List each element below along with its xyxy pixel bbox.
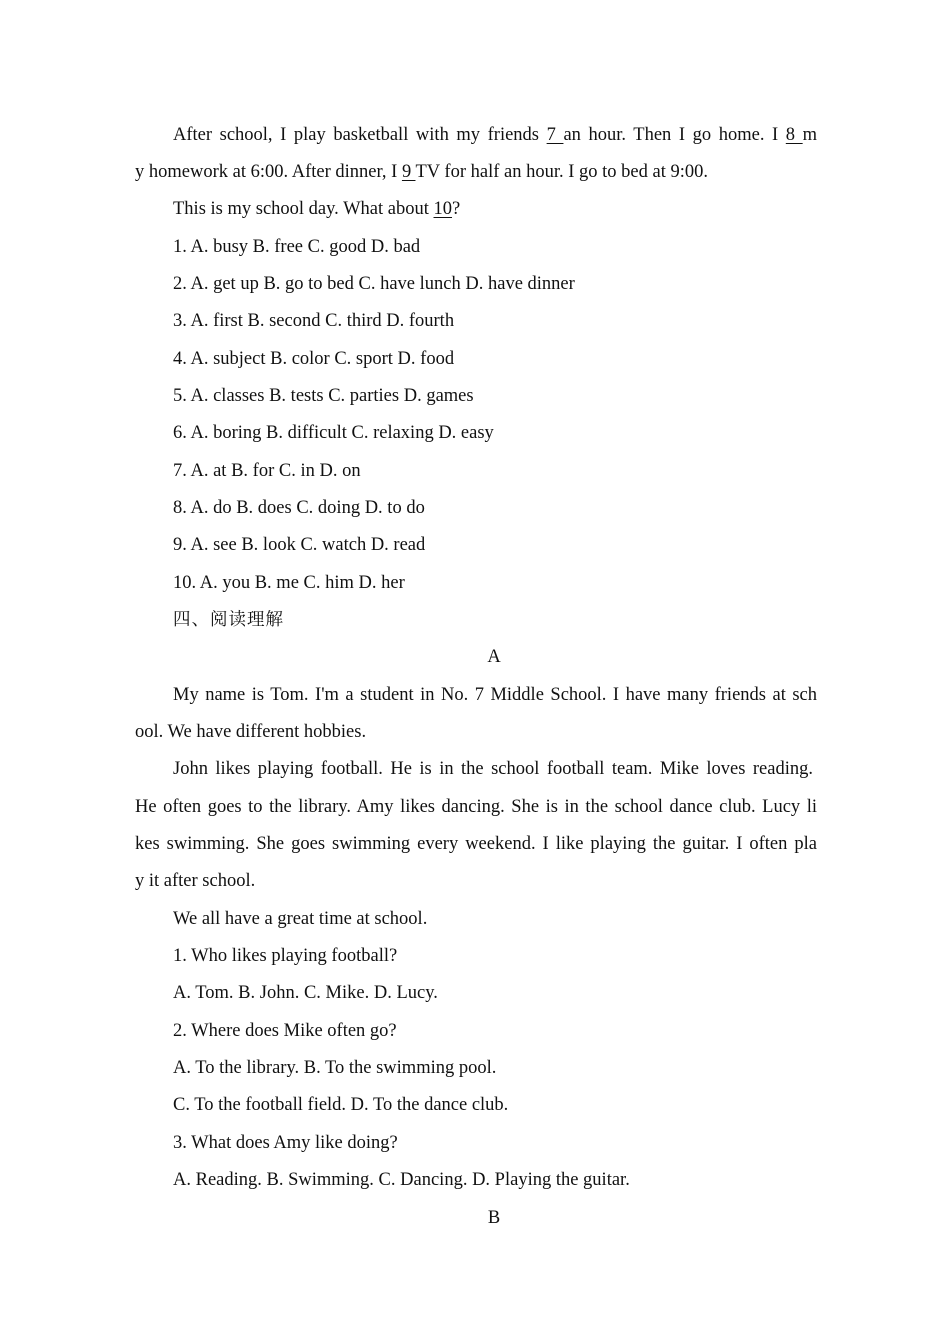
passage-a-line-4: He often goes to the library. Amy likes dancing. She is in the school dance club. Lucy li xyxy=(135,797,817,817)
question-3: 3. What does Amy like doing? xyxy=(173,1133,398,1153)
question-1: 1. Who likes playing football? xyxy=(173,946,398,966)
blank-9: 9 xyxy=(401,162,416,182)
passage-a-line-2: ool. We have different hobbies. xyxy=(135,722,367,742)
cloze-option-4: 4. A. subject B. color C. sport D. food xyxy=(173,349,455,369)
blank-10: 10 xyxy=(433,199,453,219)
cloze-line-2 xyxy=(135,161,708,183)
section-heading: 四、阅读理解 xyxy=(173,610,284,630)
question-2-options-b: C. To the football field. D. To the dance club. xyxy=(173,1095,509,1115)
passage-a-line-6: y it after school. xyxy=(135,871,256,891)
cloze-option-5: 5. A. classes B. tests C. parties D. games xyxy=(173,386,474,406)
cloze-option-2: 2. A. get up B. go to bed C. have lunch D. have dinner xyxy=(173,274,575,294)
blank-7: 7 xyxy=(546,125,564,145)
cloze-text: m xyxy=(802,125,818,145)
blank-8: 8 xyxy=(785,125,803,145)
cloze-text: TV for half an hour. I go to bed at 9:00. xyxy=(415,162,708,182)
cloze-option-7: 7. A. at B. for C. in D. on xyxy=(173,461,361,481)
question-2-options-a: A. To the library. B. To the swimming pool. xyxy=(173,1058,497,1078)
cloze-option-1: 1. A. busy B. free C. good D. bad xyxy=(173,237,421,257)
passage-b-label: B xyxy=(487,1208,501,1228)
cloze-option-10: 10. A. you B. me C. him D. her xyxy=(173,573,405,593)
cloze-option-8: 8. A. do B. does C. doing D. to do xyxy=(173,498,425,518)
passage-a-line-5: kes swimming. She goes swimming every weekend. I like playing the guitar. I often pla xyxy=(135,834,817,854)
cloze-option-6: 6. A. boring B. difficult C. relaxing D. easy xyxy=(173,423,494,443)
cloze-text: an hour. Then I go home. I xyxy=(563,125,786,145)
question-3-options: A. Reading. B. Swimming. C. Dancing. D. Playing the guitar. xyxy=(173,1170,630,1190)
passage-a-line-7: We all have a great time at school. xyxy=(173,909,428,929)
cloze-line-1 xyxy=(173,124,817,146)
cloze-text: y homework at 6:00. After dinner, I xyxy=(135,162,402,182)
cloze-option-9: 9. A. see B. look C. watch D. read xyxy=(173,535,426,555)
cloze-option-3: 3. A. first B. second C. third D. fourth xyxy=(173,311,455,331)
cloze-line-3 xyxy=(173,198,460,220)
question-2: 2. Where does Mike often go? xyxy=(173,1021,397,1041)
cloze-text: This is my school day. What about xyxy=(173,199,434,219)
cloze-text: ? xyxy=(452,199,461,219)
passage-a-label: A xyxy=(487,647,501,667)
passage-a-line-1: My name is Tom. I'm a student in No. 7 Middle School. I have many friends at sch xyxy=(173,685,817,705)
cloze-text: After school, I play basketball with my friends xyxy=(173,125,547,145)
question-1-options: A. Tom. B. John. C. Mike. D. Lucy. xyxy=(173,983,438,1003)
passage-a-line-3: John likes playing football. He is in the school football team. Mike loves reading. xyxy=(173,759,813,779)
